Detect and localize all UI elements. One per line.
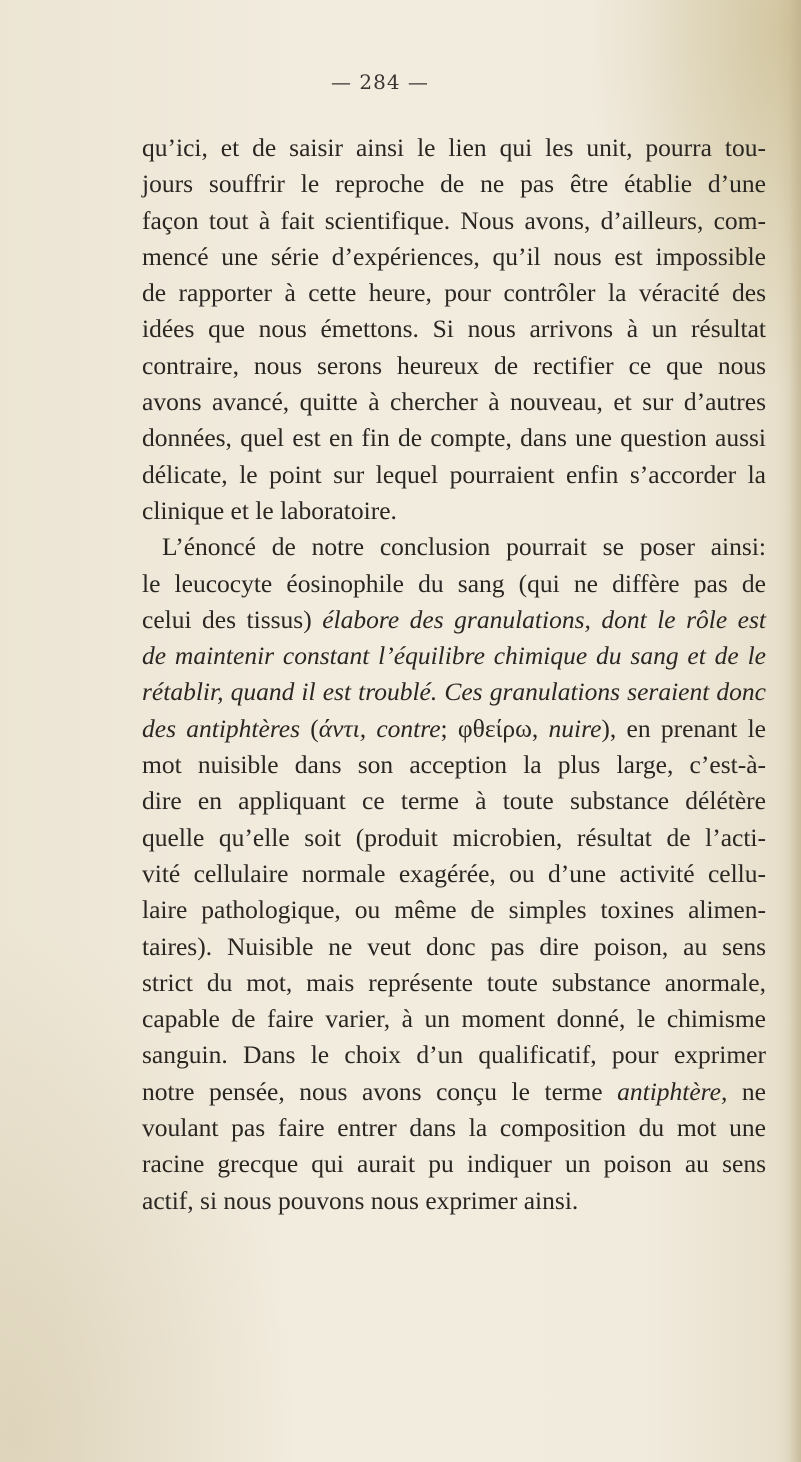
italic-text: antiphtère, — [617, 1076, 728, 1106]
text-run: taires). Nuisible ne veut donc pas dire poison, au sens — [142, 931, 766, 961]
text-line — [142, 311, 766, 347]
text-line — [142, 166, 766, 202]
text-line — [142, 1037, 766, 1073]
text-line — [142, 783, 766, 819]
italic-text: rétablir, quand il est troublé. Ces granulations seraient donc — [142, 677, 766, 707]
text-line — [142, 275, 766, 311]
text-run: celui des tissus) — [142, 604, 323, 634]
text-line — [142, 1074, 766, 1110]
page-number: — 284 — — [331, 70, 429, 94]
text-run: ne — [727, 1076, 766, 1106]
text-line — [142, 856, 766, 892]
italic-text: élabore des granulations, dont le rôle est — [322, 604, 766, 634]
text-run: délicate, le point sur lequel pourraient enfin s’accorder la — [142, 459, 766, 489]
text-run: notre pensée, nous avons conçu le terme — [142, 1076, 618, 1106]
text-line — [142, 747, 766, 783]
text-run: idées que nous émettons. Si nous arrivons à un résultat — [142, 314, 766, 344]
text-line — [142, 566, 766, 602]
text-line — [142, 820, 766, 856]
body-text — [142, 130, 766, 1219]
text-line — [142, 203, 766, 239]
text-line — [142, 1110, 766, 1146]
text-run: contraire, nous serons heureux de rectifier ce que nous — [142, 350, 766, 380]
text-run: sanguin. Dans le choix d’un qualificatif, pour exprimer — [142, 1040, 766, 1070]
text-run: ; φθείρω, — [440, 713, 549, 743]
text-run: façon tout à fait scientifique. Nous avons, d’ailleurs, com- — [142, 205, 766, 235]
italic-text: de maintenir constant l’équilibre chimique du sang et de le — [142, 641, 766, 671]
text-run: avons avancé, quitte à chercher à nouveau, et sur d’autres — [142, 387, 766, 417]
text-run: jours souffrir le reproche de ne pas être établie d’une — [142, 169, 766, 199]
italic-text: des antiphtères — [142, 713, 301, 743]
text-line — [142, 1183, 766, 1219]
text-line — [142, 239, 766, 275]
italic-text: nuire — [548, 713, 602, 743]
text-line — [142, 638, 766, 674]
text-run: racine grecque qui aurait pu indiquer un poison au sens — [142, 1149, 766, 1179]
italic-text: άντι, contre — [318, 713, 441, 743]
text-line — [142, 493, 766, 529]
text-line — [142, 529, 766, 565]
text-line — [142, 384, 766, 420]
text-run: mot nuisible dans son acception la plus large, c’est-à- — [142, 750, 766, 780]
text-run: L’énoncé de notre conclusion pourrait se poser ainsi: — [162, 532, 766, 562]
text-run: vité cellulaire normale exagérée, ou d’une activité cellu- — [142, 858, 766, 888]
text-run: voulant pas faire entrer dans la composition du mot une — [142, 1113, 766, 1143]
text-run: ( — [300, 713, 319, 743]
text-line — [142, 348, 766, 384]
text-line — [142, 420, 766, 456]
text-line — [142, 1001, 766, 1037]
text-run: de rapporter à cette heure, pour contrôler la véracité des — [142, 278, 766, 308]
text-run: actif, si nous pouvons nous exprimer ainsi. — [142, 1185, 579, 1215]
text-run: données, quel est en fin de compte, dans une question aussi — [142, 423, 766, 453]
text-line — [142, 602, 766, 638]
text-run: dire en appliquant ce terme à toute substance délétère — [142, 786, 766, 816]
text-line — [142, 130, 766, 166]
text-run: quelle qu’elle soit (produit microbien, résultat de l’acti- — [142, 822, 766, 852]
text-run: clinique et le laboratoire. — [142, 495, 397, 525]
text-run: strict du mot, mais représente toute substance anormale, — [142, 967, 766, 997]
text-run: laire pathologique, ou même de simples toxines alimen- — [142, 895, 766, 925]
text-run: ), en prenant le — [601, 713, 766, 743]
text-line — [142, 892, 766, 928]
text-line — [142, 457, 766, 493]
text-run: qu’ici, et de saisir ainsi le lien qui les unit, pourra tou- — [142, 133, 766, 162]
page-edge-shadow — [789, 0, 801, 1462]
text-run: mencé une série d’expériences, qu’il nous est impossible — [142, 241, 766, 271]
text-run: le leucocyte éosinophile du sang (qui ne diffère pas de — [142, 568, 766, 598]
text-line — [142, 711, 766, 747]
text-line — [142, 965, 766, 1001]
text-line — [142, 929, 766, 965]
text-run: capable de faire varier, à un moment donné, le chimisme — [142, 1004, 766, 1034]
text-line — [142, 1146, 766, 1182]
text-line — [142, 674, 766, 710]
